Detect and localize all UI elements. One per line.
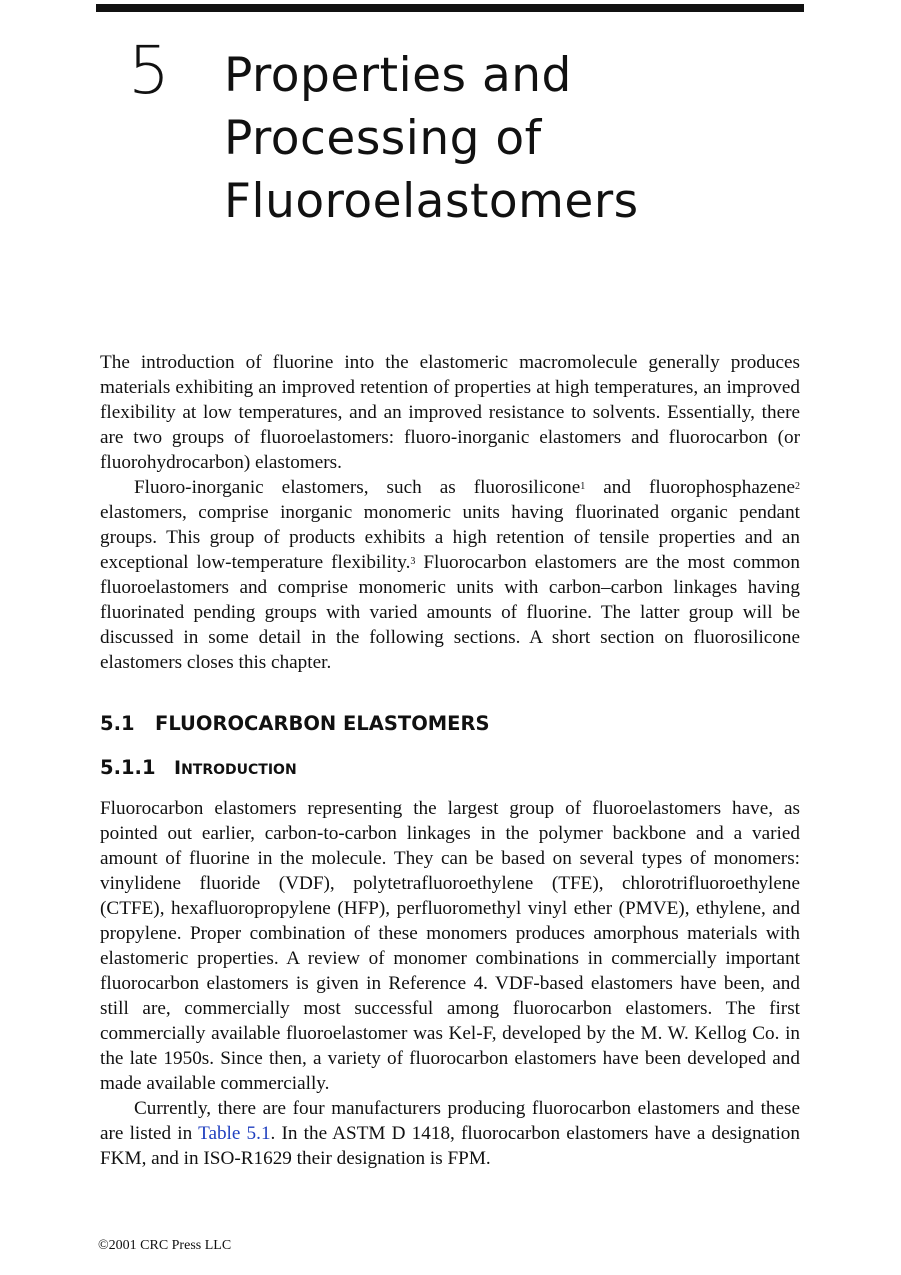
section-heading xyxy=(100,712,490,735)
section-title: FLUOROCARBON ELASTOMERS xyxy=(155,712,490,735)
introduction-p2-text: Currently, there are four manufacturers producing fluorocarbon elastomers and these are listed in xyxy=(100,1098,800,1144)
intro-p2-text: elastomers, comprise inorganic monomeric units having fluorinated organic pendant groups. This group of products exhibits a high retention of tensile properties and an exceptional low-temperature flexibility. xyxy=(100,502,800,573)
section-number: 5.1 xyxy=(100,712,135,735)
intro-p2-text: and fluorophosphazene xyxy=(585,477,795,498)
intro-paragraph-2 xyxy=(100,475,800,675)
introduction-p2-text: . In the ASTM D 1418, fluorocarbon elastomers have a designation FKM, and in ISO-R1629 their designation is FPM. xyxy=(100,1123,800,1169)
intro-p2-text: Fluorocarbon elastomers are the most common fluoroelastomers and comprise monomeric units with carbon–carbon linkages having fluorinated pending groups with varied amounts of fluorine. The latter group will be discussed in some detail in the following sections. A short section on fluorosilicone elastomers closes this chapter. xyxy=(100,552,800,673)
copyright-footer: ©2001 CRC Press LLC xyxy=(98,1238,232,1253)
intro-text xyxy=(100,350,800,675)
intro-paragraph-1: The introduction of fluorine into the elastomeric macromolecule generally produces materials exhibiting an improved retention of properties at high temperatures, an improved flexibility at low temperatures, and an improved resistance to solvents. Essentially, there are two groups of fluoroelastomers: fluoro-inorganic elastomers and fluorocarbon (or fluorohydrocarbon) elastomers. xyxy=(100,352,800,473)
introduction-paragraph-1: Fluorocarbon elastomers representing the largest group of fluoroelastomers have, as pointed out earlier, carbon-to-carbon linkages in the polymer backbone and a varied amount of fluorine in the molecule. They can be based on several types of monomers: vinylidene fluoride (VDF), polytetrafluoroethylene (TFE), chlorotrifluoroethylene (CTFE), hexafluoropropylene (HFP), perfluoromethyl vinyl ether (PMVE), ethylene, and propylene. Proper combination of these monomers produces amorphous materials with elastomeric properties. A review of monomer combinations in commercially important fluorocarbon elastomers is given in Reference 4. VDF-based elastomers have been, and still are, commercially most successful among fluorocarbon elastomers. The first commercially available fluoroelastomer was Kel-F, developed by the M. W. Kellog Co. in the late 1950s. Since then, a variety of fluorocarbon elastomers have been developed and made available commercially. xyxy=(100,798,800,1094)
reference-1: 1 xyxy=(580,481,586,492)
subsection-number: 5.1.1 xyxy=(100,756,156,779)
subsection-heading xyxy=(100,756,297,779)
chapter-title-line: Fluoroelastomers xyxy=(224,174,639,229)
intro-p2-text: Fluoro-inorganic elastomers, such as fluorosilicone xyxy=(134,477,581,498)
chapter-number: 5 xyxy=(128,32,170,109)
chapter-title-line: Processing of xyxy=(224,111,542,166)
reference-2: 2 xyxy=(795,481,800,492)
subsection-title: INTRODUCTION xyxy=(174,757,297,779)
introduction-text xyxy=(100,796,800,1171)
chapter-title-line: Properties and xyxy=(224,48,572,103)
chapter-title xyxy=(224,44,639,233)
reference-3: 3 xyxy=(410,556,416,567)
table-5-1-link[interactable]: Table 5.1 xyxy=(198,1123,271,1144)
introduction-paragraph-2 xyxy=(100,1096,800,1171)
top-rule xyxy=(96,4,804,12)
